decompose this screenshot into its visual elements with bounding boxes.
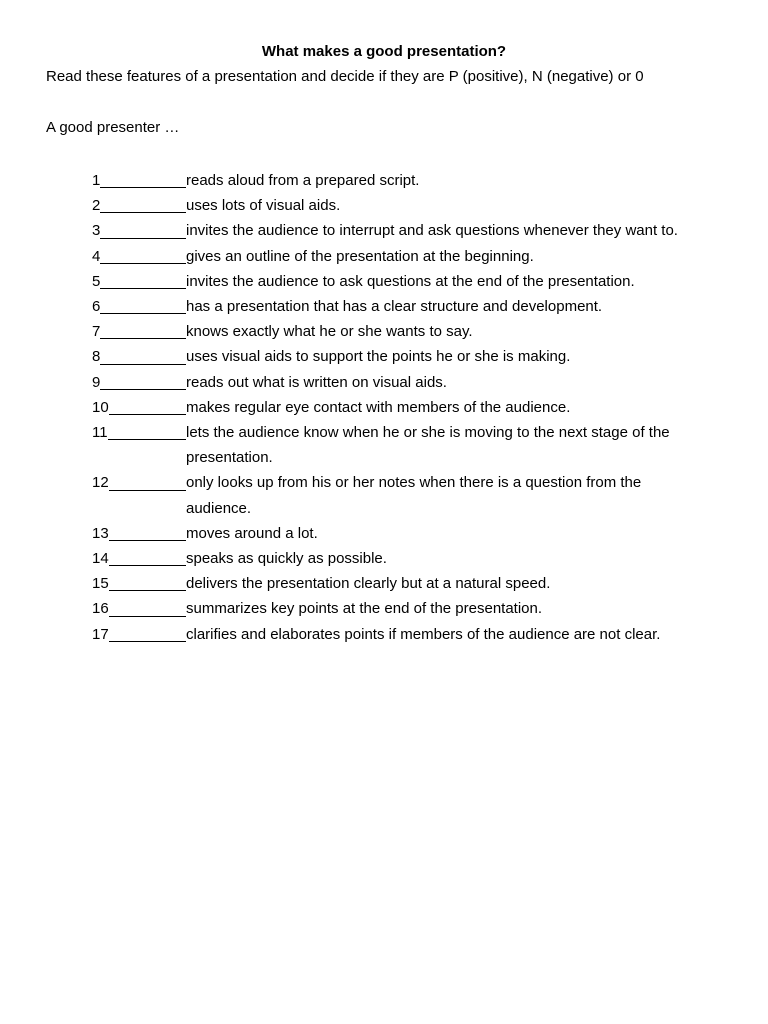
item-text: has a presentation that has a clear structure and development. [186, 298, 603, 316]
item-text: gives an outline of the presentation at the beginning. [186, 247, 534, 265]
item-number: 17 [92, 625, 109, 643]
item-number: 1 [92, 172, 101, 189]
item-text: moves around a lot. [186, 524, 318, 542]
blank-line [100, 288, 186, 289]
answer-blank[interactable] [92, 521, 186, 546]
answer-blank[interactable] [92, 319, 186, 344]
item-text: uses visual aids to support the points he or she is making. [186, 348, 571, 366]
blank-line [100, 338, 186, 339]
list-item [0, 596, 768, 621]
list-item [0, 244, 768, 269]
answer-blank[interactable] [92, 395, 186, 420]
list-item [0, 470, 768, 520]
item-text: lets the audience know when he or she is moving to the next stage of the presentation. [186, 424, 670, 467]
blank-line [109, 565, 186, 566]
item-text: knows exactly what he or she wants to say. [186, 323, 473, 341]
item-number: 4 [92, 247, 101, 265]
list-item [0, 269, 768, 294]
item-number: 9 [92, 373, 101, 391]
item-text: reads out what is written on visual aids. [186, 373, 447, 391]
blank-line [109, 540, 186, 541]
answer-blank[interactable] [92, 244, 186, 269]
item-number: 11 [92, 424, 108, 442]
answer-blank[interactable] [92, 622, 186, 647]
item-text: speaks as quickly as possible. [186, 550, 387, 568]
blank-line [100, 389, 186, 390]
list-item [0, 420, 768, 470]
instructions-text: Read these features of a presentation and decide if they are P (positive), N (negative) or 0 [46, 68, 644, 85]
item-number: 8 [92, 348, 101, 366]
blank-line [108, 439, 186, 440]
item-text: summarizes key points at the end of the presentation. [186, 600, 543, 618]
item-text: invites the audience to ask questions at the end of the presentation. [186, 272, 635, 290]
page-title: What makes a good presentation? [261, 43, 507, 60]
answer-blank[interactable] [92, 571, 186, 596]
list-item [0, 319, 768, 344]
item-text: reads aloud from a prepared script. [186, 172, 420, 189]
blank-line [109, 616, 186, 617]
answer-blank[interactable] [92, 193, 186, 218]
lead-text: A good presenter … [46, 119, 180, 136]
answer-blank[interactable] [92, 269, 186, 294]
item-number: 10 [92, 398, 109, 416]
item-number: 7 [92, 323, 101, 341]
item-text: makes regular eye contact with members of the audience. [186, 398, 571, 416]
item-text: only looks up from his or her notes when there is a question from the audience. [186, 474, 642, 517]
answer-blank[interactable] [92, 546, 186, 571]
list-item [0, 294, 768, 319]
blank-line [100, 187, 186, 188]
item-text: invites the audience to interrupt and ask questions whenever they want to. [186, 222, 678, 240]
blank-line [100, 238, 186, 239]
blank-line [100, 313, 186, 314]
item-number: 16 [92, 600, 109, 618]
list-item [0, 218, 768, 243]
item-number: 2 [92, 197, 101, 215]
answer-blank[interactable] [92, 470, 186, 495]
list-item [0, 370, 768, 395]
item-number: 5 [92, 272, 101, 290]
item-number: 14 [92, 550, 109, 568]
item-number: 6 [92, 298, 101, 316]
list-item [0, 521, 768, 546]
blank-line [100, 364, 186, 365]
answer-blank[interactable] [92, 420, 186, 445]
answer-blank[interactable] [92, 294, 186, 319]
item-text: clarifies and elaborates points if members of the audience are not clear. [186, 625, 661, 643]
item-number: 13 [92, 524, 109, 542]
answer-blank[interactable] [92, 168, 186, 193]
item-number: 12 [92, 474, 109, 492]
blank-line [100, 263, 186, 264]
list-item [0, 193, 768, 218]
blank-line [100, 212, 186, 213]
blank-line [109, 490, 186, 491]
item-number: 15 [92, 575, 109, 593]
list-item [0, 571, 768, 596]
blank-line [109, 641, 186, 642]
list-item [0, 622, 768, 647]
answer-blank[interactable] [92, 596, 186, 621]
blank-line [109, 414, 186, 415]
answer-blank[interactable] [92, 344, 186, 369]
list-item [0, 344, 768, 369]
statement-list [0, 168, 768, 647]
list-item [0, 395, 768, 420]
list-item [0, 168, 768, 193]
item-text: uses lots of visual aids. [186, 197, 341, 215]
item-text: delivers the presentation clearly but at a natural speed. [186, 575, 551, 593]
item-number: 3 [92, 222, 101, 240]
list-item [0, 546, 768, 571]
blank-line [109, 590, 186, 591]
answer-blank[interactable] [92, 218, 186, 243]
answer-blank[interactable] [92, 370, 186, 395]
